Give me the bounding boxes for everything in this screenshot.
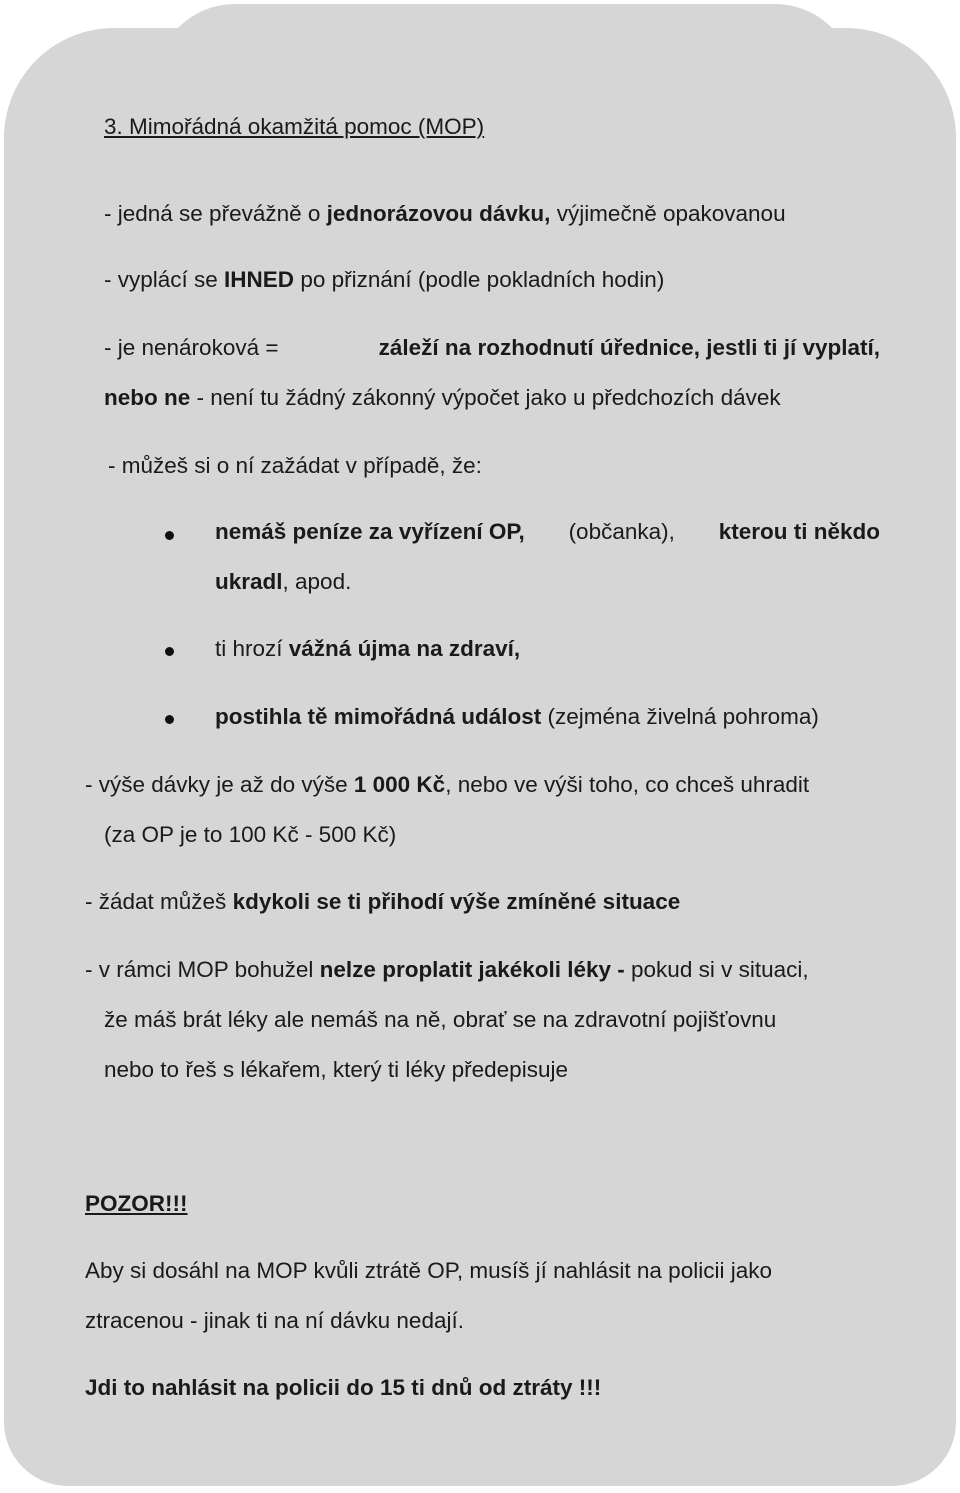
item-text: ti hrozí xyxy=(215,636,289,661)
item-emphasis: vážná újma na zdraví, xyxy=(288,636,521,661)
bullet-op-cost-line1 xyxy=(215,517,880,547)
item-emphasis: nelze proplatit jakékoli léky - xyxy=(319,957,625,982)
item-text: po přiznání (podle pokladních hodin) xyxy=(294,267,665,292)
item-emphasis: záleží na rozhodnutí úřednice, jestli ti jí vyplatí, xyxy=(378,335,880,360)
section-heading: 3. Mimořádná okamžitá pomoc (MOP) xyxy=(104,114,485,139)
item-text: - v rámci MOP bohužel xyxy=(85,957,320,982)
item-text: - je nenároková = xyxy=(104,335,279,360)
item-amount xyxy=(85,770,809,800)
item-text: - výše dávky je až do výše xyxy=(85,772,354,797)
item-text: pokud si v situaci, xyxy=(624,957,809,982)
item-anytime xyxy=(85,887,680,917)
bullet-op-cost xyxy=(215,517,880,547)
item-emphasis: nemáš peníze za vyřízení OP, xyxy=(215,519,525,544)
item-text: , nebo ve výši toho, co chceš uhradit xyxy=(445,772,810,797)
bullet-op-cost-line2 xyxy=(215,567,351,597)
item-medicine xyxy=(85,955,809,985)
item-text: (zejména živelná pohroma) xyxy=(541,704,819,729)
item-text: - jedná se převážně o xyxy=(104,201,327,226)
item-nonclaim xyxy=(104,333,880,363)
item-amount-continued: (za OP je to 100 Kč - 500 Kč) xyxy=(104,822,397,847)
item-text: - žádat můžeš xyxy=(85,889,233,914)
item-text: - vyplácí se xyxy=(104,267,225,292)
item-text: - není tu žádný zákonný výpočet jako u předchozích dávek xyxy=(190,385,781,410)
item-emphasis: kdykoli se ti přihodí výše zmíněné situace xyxy=(232,889,681,914)
item-nonclaim-continued xyxy=(104,383,781,413)
item-one-time xyxy=(104,199,786,229)
warning-title-marks: !!! xyxy=(165,1191,188,1216)
item-emphasis: nebo ne xyxy=(104,385,191,410)
item-emphasis: jednorázovou dávku, xyxy=(326,201,551,226)
item-medicine-line3: nebo to řeš s lékařem, který ti léky předepisuje xyxy=(104,1057,568,1082)
item-paid xyxy=(104,265,664,295)
item-text: (občanka), xyxy=(568,519,675,544)
item-text: výjimečně opakovanou xyxy=(550,201,786,226)
bullet-dot xyxy=(165,715,174,724)
item-medicine-line2: že máš brát léky ale nemáš na ně, obrať se na zdravotní pojišťovnu xyxy=(104,1007,777,1032)
warning-title xyxy=(85,1189,188,1219)
warning-title-text: POZOR xyxy=(85,1191,166,1216)
bullet-health xyxy=(215,634,520,664)
item-emphasis: postihla tě mimořádná událost xyxy=(215,704,542,729)
item-emphasis: kterou ti někdo xyxy=(718,519,880,544)
bullet-dot xyxy=(165,531,174,540)
item-emphasis: 1 000 Kč xyxy=(353,772,446,797)
bullet-dot xyxy=(165,647,174,656)
warning-text-continued: ztracenou - jinak ti na ní dávku nedají. xyxy=(85,1308,464,1333)
item-apply-intro: - můžeš si o ní zažádat v případě, že: xyxy=(108,453,482,478)
item-emphasis: ukradl xyxy=(215,569,283,594)
bullet-emergency xyxy=(215,702,819,732)
warning-text: Aby si dosáhl na MOP kvůli ztrátě OP, musíš jí nahlásit na policii jako xyxy=(85,1258,772,1283)
item-text: , apod. xyxy=(282,569,352,594)
item-emphasis: IHNED xyxy=(224,267,295,292)
warning-call-to-action: Jdi to nahlásit na policii do 15 ti dnů od ztráty !!! xyxy=(85,1375,602,1400)
